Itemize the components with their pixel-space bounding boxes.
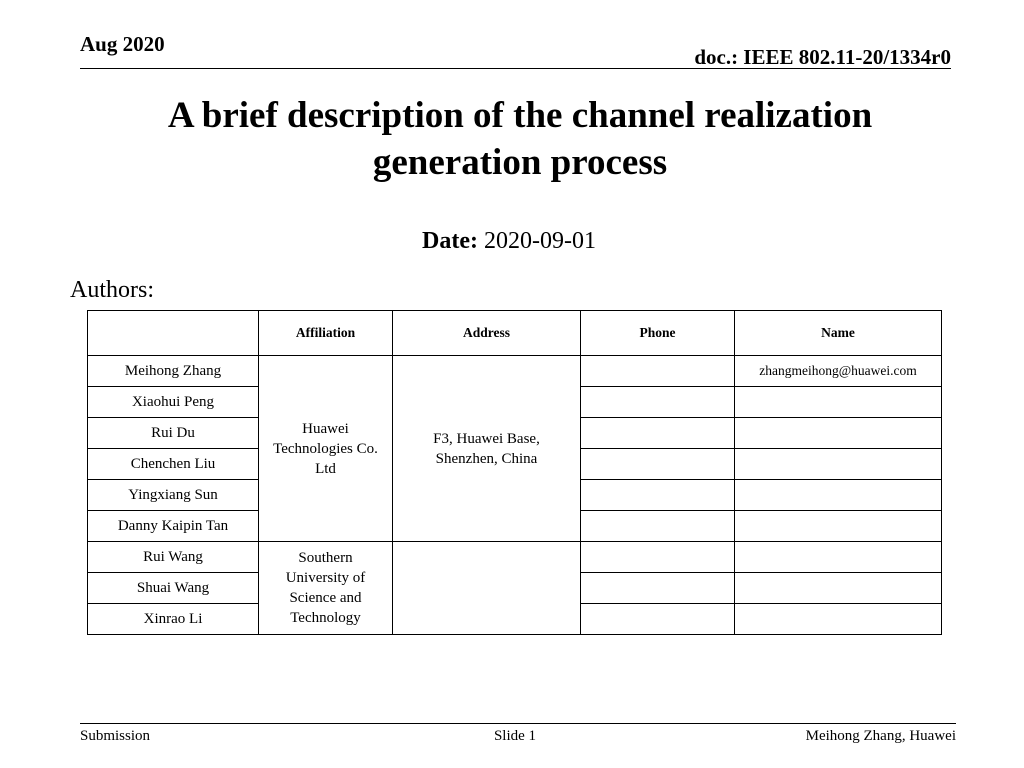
table-header-cell: Name [735, 311, 942, 356]
table-header-cell: Address [393, 311, 581, 356]
authors-label: Authors: [70, 277, 154, 303]
phone-cell [581, 480, 735, 511]
author-name-cell: Meihong Zhang [88, 356, 259, 387]
authors-table [87, 310, 942, 635]
address-line: Shenzhen, China [435, 450, 538, 467]
date-label: Date: [422, 228, 478, 254]
slide-title-line-1: A brief description of the channel realization [167, 95, 873, 136]
author-name-cell: Xiaohui Peng [88, 387, 259, 418]
author-name-cell: Chenchen Liu [88, 449, 259, 480]
footer-slide-number: Slide 1 [493, 728, 537, 744]
affiliation-cell [259, 542, 393, 635]
header-divider [80, 68, 951, 69]
email-cell [735, 387, 942, 418]
affiliation-line: Huawei [302, 420, 349, 437]
phone-cell [581, 604, 735, 635]
footer-author: Meihong Zhang, Huawei [805, 728, 956, 744]
slide-title [100, 92, 940, 186]
author-name-cell: Danny Kaipin Tan [88, 511, 259, 542]
email-cell: zhangmeihong@huawei.com [735, 356, 942, 387]
header-doc-id: doc.: IEEE 802.11-20/1334r0 [694, 45, 951, 69]
affiliation-line: Southern [298, 550, 353, 566]
email-cell [735, 449, 942, 480]
email-cell [735, 604, 942, 635]
email-cell [735, 573, 942, 604]
footer-submission: Submission [80, 728, 151, 744]
affiliation-line: University of [285, 570, 366, 586]
email-cell [735, 542, 942, 573]
phone-cell [581, 542, 735, 573]
email-cell [735, 480, 942, 511]
author-name-cell: Rui Wang [88, 542, 259, 573]
table-header-row [88, 311, 942, 356]
author-name-cell: Yingxiang Sun [88, 480, 259, 511]
table-row [88, 542, 942, 573]
author-name-cell: Xinrao Li [88, 604, 259, 635]
table-header-cell: Phone [581, 311, 735, 356]
date-value: 2020-09-01 [483, 228, 596, 254]
phone-cell [581, 387, 735, 418]
table-header-cell [88, 311, 259, 356]
phone-cell [581, 573, 735, 604]
affiliation-line: Science and [289, 590, 362, 606]
affiliation-line: Technologies Co. [273, 440, 378, 457]
phone-cell [581, 511, 735, 542]
phone-cell [581, 356, 735, 387]
table-header-cell: Affiliation [259, 311, 393, 356]
affiliation-line: Technology [290, 610, 361, 626]
address-line: F3, Huawei Base, [433, 430, 540, 447]
date-line [0, 228, 1018, 255]
email-cell [735, 418, 942, 449]
author-name-cell: Shuai Wang [88, 573, 259, 604]
header-date: Aug 2020 [80, 32, 165, 56]
email-cell [735, 511, 942, 542]
affiliation-cell [259, 356, 393, 542]
slide-title-line-2: generation process [372, 142, 668, 183]
address-cell [393, 542, 581, 635]
phone-cell [581, 418, 735, 449]
affiliation-line: Ltd [315, 460, 336, 477]
table-row [88, 356, 942, 387]
phone-cell [581, 449, 735, 480]
author-name-cell: Rui Du [88, 418, 259, 449]
address-cell [393, 356, 581, 542]
footer-divider [80, 723, 956, 724]
